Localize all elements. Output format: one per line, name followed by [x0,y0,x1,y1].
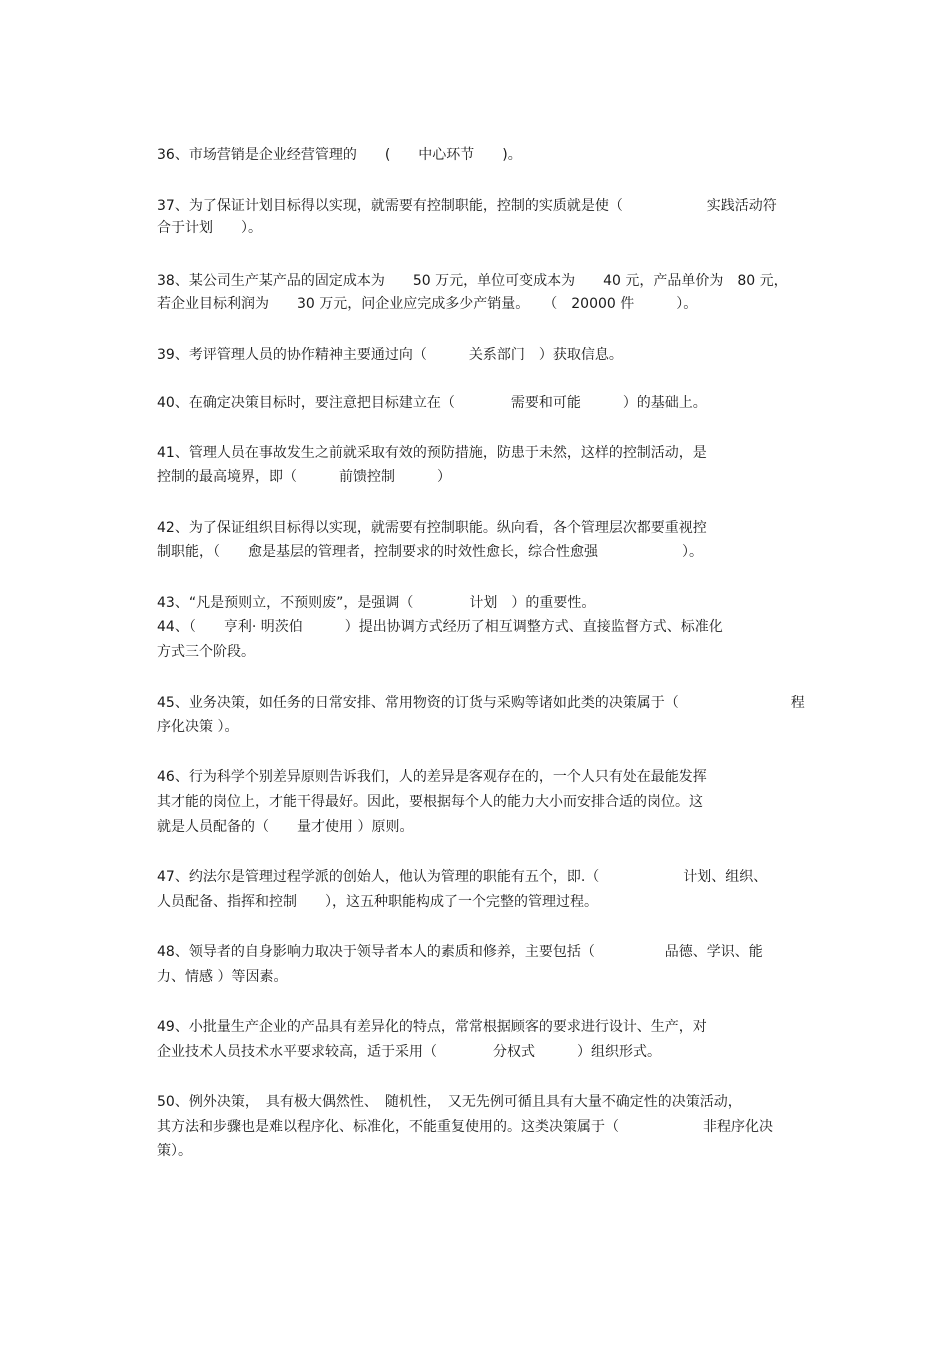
question-45-line-1: 45、业务决策，如任务的日常安排、常用物资的订货与采购等诸如此类的决策属于（ 程 [157,695,805,711]
question-39-line-1: 39、考评管理人员的协作精神主要通过向（ 关系部门 ）获取信息。 [157,347,623,363]
question-41-line-2: 控制的最高境界，即（ 前馈控制 ） [157,469,451,485]
question-42-line-2: 制职能，（ 愈是基层的管理者，控制要求的时效性愈长，综合性愈强 ）。 [157,544,703,560]
question-50-line-2: 其方法和步骤也是难以程序化、标准化，不能重复使用的。这类决策属于（ 非程序化决 [157,1119,773,1135]
question-38-line-2: 若企业目标利润为 30 万元，问企业应完成多少产销量。 （ 20000 件 ）。 [157,296,698,312]
question-44-line-2: 方式三个阶段。 [157,644,255,660]
question-46-line-2: 其才能的岗位上，才能干得最好。因此，要根据每个人的能力大小而安排合适的岗位。这 [157,794,703,810]
question-46-line-1: 46、行为科学个别差异原则告诉我们，人的差异是客观存在的，一个人只有处在最能发挥 [157,769,707,785]
question-47-line-2: 人员配备、指挥和控制 ），这五种职能构成了一个完整的管理过程。 [157,894,598,910]
question-42-line-1: 42、为了保证组织目标得以实现，就需要有控制职能。纵向看，各个管理层次都要重视控 [157,520,707,536]
question-38-line-1: 38、某公司生产某产品的固定成本为 50 万元，单位可变成本为 40 元，产品单价为 80 元， [157,273,788,289]
question-47-line-1: 47、约法尔是管理过程学派的创始人，他认为管理的职能有五个，即.（ 计划、组织、 [157,869,768,885]
question-46-line-3: 就是人员配备的（ 量才使用 ）原则。 [157,819,414,835]
question-40-line-1: 40、在确定决策目标时，要注意把目标建立在（ 需要和可能 ）的基础上。 [157,395,707,411]
question-44-line-1: 44、（ 亨利· 明茨伯 ）提出协调方式经历了相互调整方式、直接监督方式、标准化 [157,619,723,635]
question-50-line-3: 策）。 [157,1143,192,1159]
question-37-line-2: 合于计划 ）。 [157,220,262,236]
question-36-line-1: 36、市场营销是企业经营管理的 ( 中心环节 )。 [157,147,522,163]
question-45-line-2: 序化决策 ）。 [157,719,239,735]
question-48-line-2: 力、情感 ）等因素。 [157,969,288,985]
question-49-line-1: 49、小批量生产企业的产品具有差异化的特点，常常根据顾客的要求进行设计、生产，对 [157,1019,707,1035]
question-41-line-1: 41、管理人员在事故发生之前就采取有效的预防措施，防患于未然，这样的控制活动，是 [157,445,707,461]
question-49-line-2: 企业技术人员技术水平要求较高，适于采用（ 分权式 ）组织形式。 [157,1044,661,1060]
question-43-line-1: 43、“凡是预则立，不预则废”，是强调（ 计划 ）的重要性。 [157,595,596,611]
question-37-line-1: 37、为了保证计划目标得以实现，就需要有控制职能，控制的实质就是使（ 实践活动符 [157,198,777,214]
question-48-line-1: 48、领导者的自身影响力取决于领导者本人的素质和修养，主要包括（ 品德、学识、能 [157,944,763,960]
question-50-line-1: 50、例外决策， 具有极大偶然性、 随机性， 又无先例可循且具有大量不确定性的决策活动， [157,1094,742,1110]
